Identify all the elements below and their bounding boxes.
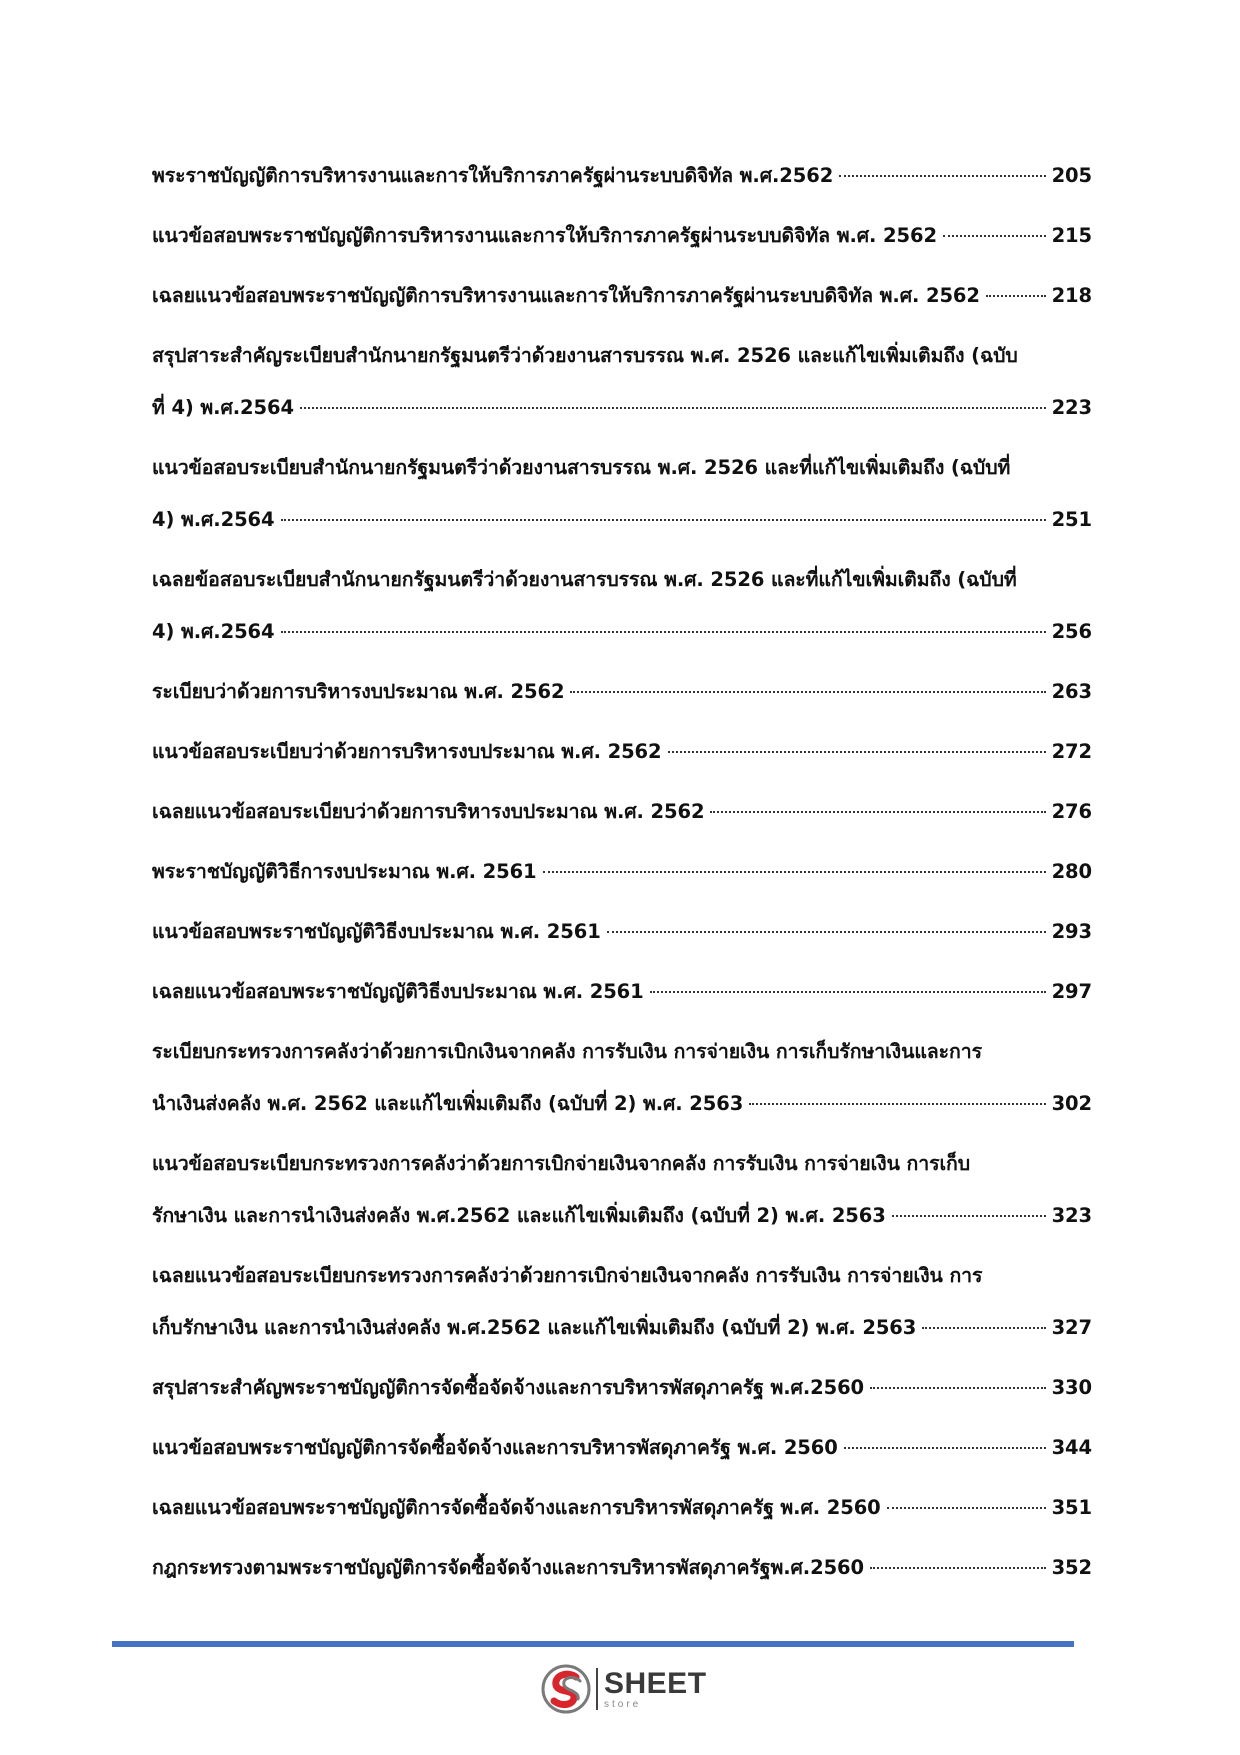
toc-entry-title-line: นำเงินส่งคลัง พ.ศ. 2562 และแก้ไขเพิ่มเติมถึง (ฉบับที่ 2) พ.ศ. 2563 xyxy=(152,1092,744,1115)
toc-page-number: 218 xyxy=(1051,284,1092,307)
toc-entry[interactable] xyxy=(152,966,1092,1018)
toc-entry[interactable] xyxy=(152,726,1092,778)
logo-main-text: SHEET xyxy=(604,1666,707,1700)
toc-entry-title-line: เฉลยแนวข้อสอบพระราชบัญญัติวิธีงบประมาณ พ.ศ. 2561 xyxy=(152,980,644,1003)
toc-dot-leader xyxy=(839,175,1045,177)
toc-entry[interactable] xyxy=(152,846,1092,898)
toc-entry-title-line: เฉลยแนวข้อสอบระเบียบกระทรวงการคลังว่าด้วยการเบิกจ่ายเงินจากคลัง การรับเงิน การจ่ายเงิน การ xyxy=(152,1264,983,1287)
toc-page-number: 351 xyxy=(1051,1496,1092,1519)
table-of-contents xyxy=(152,150,1092,1602)
toc-dot-leader xyxy=(870,1567,1046,1569)
toc-dot-leader xyxy=(281,631,1046,633)
toc-page-number: 276 xyxy=(1051,800,1092,823)
toc-entry-last-line xyxy=(152,906,1092,958)
logo-wordmark xyxy=(604,1666,707,1710)
toc-entry[interactable] xyxy=(152,442,1092,546)
footer-divider xyxy=(112,1641,1074,1647)
toc-entry-last-line xyxy=(152,1482,1092,1534)
toc-entry-last-line xyxy=(152,726,1092,778)
toc-page-number: 293 xyxy=(1051,920,1092,943)
toc-dot-leader xyxy=(543,871,1046,873)
toc-entry-last-line xyxy=(152,270,1092,322)
logo-separator xyxy=(596,1668,598,1710)
toc-entry-title-line: รักษาเงิน และการนำเงินส่งคลัง พ.ศ.2562 และแก้ไขเพิ่มเติมถึง (ฉบับที่ 2) พ.ศ. 2563 xyxy=(152,1204,886,1227)
toc-entry-title-line: แนวข้อสอบพระราชบัญญัติการจัดซื้อจัดจ้างและการบริหารพัสดุภาครัฐ พ.ศ. 2560 xyxy=(152,1436,838,1459)
toc-entry-title-line: เฉลยแนวข้อสอบระเบียบว่าด้วยการบริหารงบประมาณ พ.ศ. 2562 xyxy=(152,800,705,823)
toc-entry-last-line xyxy=(152,210,1092,262)
toc-page-number: 215 xyxy=(1051,224,1092,247)
toc-entry-title-line: กฎกระทรวงตามพระราชบัญญัติการจัดซื้อจัดจ้างและการบริหารพัสดุภาครัฐพ.ศ.2560 xyxy=(152,1556,864,1579)
toc-dot-leader xyxy=(668,751,1046,753)
toc-dot-leader xyxy=(281,519,1046,521)
toc-entry-last-line xyxy=(152,1422,1092,1474)
toc-entry[interactable] xyxy=(152,1250,1092,1354)
toc-entry-title-line: ระเบียบว่าด้วยการบริหารงบประมาณ พ.ศ. 2562 xyxy=(152,680,565,703)
toc-dot-leader xyxy=(570,691,1045,693)
toc-entry-last-line xyxy=(152,382,1092,434)
toc-entry[interactable] xyxy=(152,666,1092,718)
toc-dot-leader xyxy=(887,1507,1046,1509)
toc-entry-title-line: สรุปสาระสำคัญระเบียบสำนักนายกรัฐมนตรีว่าด้วยงานสารบรรณ พ.ศ. 2526 และแก้ไขเพิ่มเติมถึง (ฉบับ xyxy=(152,344,1018,367)
toc-entry[interactable] xyxy=(152,150,1092,202)
toc-page-number: 327 xyxy=(1051,1316,1092,1339)
sheet-store-logo-icon xyxy=(540,1663,592,1715)
toc-page-number: 297 xyxy=(1051,980,1092,1003)
toc-entry-title-line: สรุปสาระสำคัญพระราชบัญญัติการจัดซื้อจัดจ้างและการบริหารพัสดุภาครัฐ พ.ศ.2560 xyxy=(152,1376,865,1399)
toc-entry-title-line: ที่ 4) พ.ศ.2564 xyxy=(152,396,294,419)
toc-dot-leader xyxy=(300,407,1046,409)
toc-entry-title-line: แนวข้อสอบพระราชบัญญัติการบริหารงานและการให้บริการภาครัฐผ่านระบบดิจิทัล พ.ศ. 2562 xyxy=(152,224,937,247)
toc-dot-leader xyxy=(986,295,1046,297)
toc-page-number: 330 xyxy=(1051,1376,1092,1399)
toc-entry-last-line xyxy=(152,1542,1092,1594)
toc-entry[interactable] xyxy=(152,210,1092,262)
toc-dot-leader xyxy=(844,1447,1046,1449)
toc-entry-last-line xyxy=(152,606,1092,658)
toc-entry[interactable] xyxy=(152,330,1092,434)
toc-entry-last-line xyxy=(152,966,1092,1018)
toc-dot-leader xyxy=(710,811,1045,813)
toc-entry[interactable] xyxy=(152,1482,1092,1534)
toc-entry-title-line: เฉลยข้อสอบระเบียบสำนักนายกรัฐมนตรีว่าด้วยงานสารบรรณ พ.ศ. 2526 และที่แก้ไขเพิ่มเติมถึง (ฉบับที่ xyxy=(152,568,1017,591)
toc-page-number: 263 xyxy=(1051,680,1092,703)
toc-entry-title-line: พระราชบัญญัติการบริหารงานและการให้บริการภาครัฐผ่านระบบดิจิทัล พ.ศ.2562 xyxy=(152,164,834,187)
toc-entry-last-line xyxy=(152,494,1092,546)
logo-sub-text: store xyxy=(604,1698,642,1710)
toc-entry-last-line xyxy=(152,846,1092,898)
toc-dot-leader xyxy=(650,991,1046,993)
toc-dot-leader xyxy=(870,1387,1046,1389)
toc-dot-leader xyxy=(607,931,1046,933)
toc-entry[interactable] xyxy=(152,554,1092,658)
toc-entry-last-line xyxy=(152,1078,1092,1130)
toc-entry-title-line: ระเบียบกระทรวงการคลังว่าด้วยการเบิกเงินจากคลัง การรับเงิน การจ่ายเงิน การเก็บรักษาเงินและการ xyxy=(152,1040,982,1063)
toc-page-number: 251 xyxy=(1051,508,1092,531)
toc-entry-title-line: เฉลยแนวข้อสอบพระราชบัญญัติการจัดซื้อจัดจ้างและการบริหารพัสดุภาครัฐ พ.ศ. 2560 xyxy=(152,1496,881,1519)
toc-entry-title-line: แนวข้อสอบระเบียบสำนักนายกรัฐมนตรีว่าด้วยงานสารบรรณ พ.ศ. 2526 และที่แก้ไขเพิ่มเติมถึง (ฉบับที่ xyxy=(152,456,1011,479)
toc-dot-leader xyxy=(749,1103,1045,1105)
toc-entry-title-line: แนวข้อสอบระเบียบว่าด้วยการบริหารงบประมาณ พ.ศ. 2562 xyxy=(152,740,662,763)
toc-entry-title-line: เฉลยแนวข้อสอบพระราชบัญญัติการบริหารงานและการให้บริการภาครัฐผ่านระบบดิจิทัล พ.ศ. 2562 xyxy=(152,284,980,307)
toc-page-number: 323 xyxy=(1051,1204,1092,1227)
sheet-store-logo xyxy=(540,1660,707,1718)
toc-entry[interactable] xyxy=(152,1422,1092,1474)
toc-entry[interactable] xyxy=(152,1138,1092,1242)
toc-entry-last-line xyxy=(152,150,1092,202)
toc-entry-last-line xyxy=(152,1302,1092,1354)
toc-page-number: 280 xyxy=(1051,860,1092,883)
toc-entry-last-line xyxy=(152,666,1092,718)
toc-entry[interactable] xyxy=(152,270,1092,322)
toc-entry-last-line xyxy=(152,1190,1092,1242)
toc-entry-title-line: พระราชบัญญัติวิธีการงบประมาณ พ.ศ. 2561 xyxy=(152,860,537,883)
toc-entry[interactable] xyxy=(152,1362,1092,1414)
toc-entry-title-line: แนวข้อสอบพระราชบัญญัติวิธีงบประมาณ พ.ศ. 2561 xyxy=(152,920,601,943)
toc-page-number: 352 xyxy=(1051,1556,1092,1579)
toc-dot-leader xyxy=(943,235,1046,237)
toc-page-number: 223 xyxy=(1051,396,1092,419)
toc-entry-title-line: เก็บรักษาเงิน และการนำเงินส่งคลัง พ.ศ.2562 และแก้ไขเพิ่มเติมถึง (ฉบับที่ 2) พ.ศ. 2563 xyxy=(152,1316,917,1339)
toc-page-number: 344 xyxy=(1051,1436,1092,1459)
toc-entry-title-line: 4) พ.ศ.2564 xyxy=(152,620,275,643)
toc-entry[interactable] xyxy=(152,1026,1092,1130)
toc-page-number: 256 xyxy=(1051,620,1092,643)
toc-entry[interactable] xyxy=(152,906,1092,958)
toc-dot-leader xyxy=(892,1215,1046,1217)
toc-dot-leader xyxy=(922,1327,1045,1329)
toc-entry[interactable] xyxy=(152,786,1092,838)
toc-entry-last-line xyxy=(152,1362,1092,1414)
toc-page-number: 205 xyxy=(1051,164,1092,187)
toc-page-number: 302 xyxy=(1051,1092,1092,1115)
toc-page-number: 272 xyxy=(1051,740,1092,763)
toc-entry-last-line xyxy=(152,786,1092,838)
toc-entry[interactable] xyxy=(152,1542,1092,1594)
toc-entry-title-line: 4) พ.ศ.2564 xyxy=(152,508,275,531)
toc-entry-title-line: แนวข้อสอบระเบียบกระทรวงการคลังว่าด้วยการเบิกจ่ายเงินจากคลัง การรับเงิน การจ่ายเงิน การเก็บ xyxy=(152,1152,970,1175)
